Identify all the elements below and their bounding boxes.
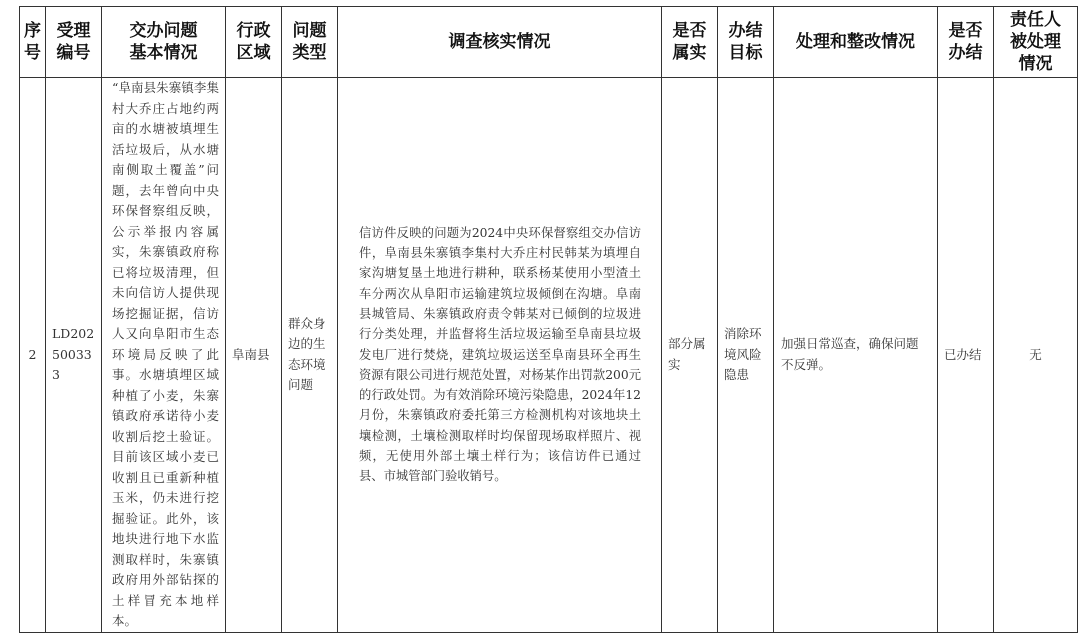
cell-is-done: 已办结 <box>938 78 994 633</box>
header-serial-no: 序 号 <box>20 7 46 78</box>
header-rectification: 处理和整改情况 <box>774 7 938 78</box>
cell-admin-region: 阜南县 <box>226 78 282 633</box>
table-row <box>20 78 1078 633</box>
cell-basic-situation: “阜南县朱寨镇李集村大乔庄占地约两亩的水塘被填埋生活垃圾后，从水塘南侧取土覆盖”问题，去年曾向中央环保督察组反映，公示举报内容属实，朱寨镇政府称已将垃圾清理，但未向信访人提供现场挖掘证据，信访人又向阜阳市生态环境局反映了此事。水塘填埋区域种植了小麦，朱寨镇政府承诺待小麦收割后挖土验证。目前该区域小麦已收割且已重新种植玉米，仍未进行挖掘验证。此外，该地块进行地下水监测取样时，朱寨镇政府用外部钻探的土样冒充本地样本。 <box>102 78 226 633</box>
header-goal: 办结 目标 <box>718 7 774 78</box>
report-table-container <box>19 6 1077 628</box>
header-responsible: 责任人 被处理 情况 <box>994 7 1078 78</box>
header-investigation: 调查核实情况 <box>338 7 662 78</box>
complaint-table <box>19 6 1078 633</box>
header-problem-type: 问题 类型 <box>282 7 338 78</box>
header-is-done: 是否 办结 <box>938 7 994 78</box>
cell-serial-no: 2 <box>20 78 46 633</box>
cell-investigation: 信访件反映的问题为2024中央环保督察组交办信访件，阜南县朱寨镇李集村大乔庄村民韩某为填埋自家沟塘复垦土地进行耕种，联系杨某使用小型渣土车分两次从阜阳市运输建筑垃圾倾倒在沟塘。阜南县城管局、朱寨镇政府责令韩某对已倾倒的垃圾进行分类处理，并监督将生活垃圾运输至阜南县垃圾发电厂进行焚烧，建筑垃圾运送至阜南县环全再生资源有限公司进行规范处置，对杨某作出罚款200元的行政处罚。为有效消除环境污染隐患，2024年12月份，朱寨镇政府委托第三方检测机构对该地块土壤检测，土壤检测取样时均保留现场取样照片、视频，无使用外部土壤土样行为；该信访件已通过县、市城管部门验收销号。 <box>338 78 662 633</box>
cell-rectification: 加强日常巡查，确保问题不反弹。 <box>774 78 938 633</box>
header-row <box>20 7 1078 78</box>
header-acceptance-id: 受理 编号 <box>46 7 102 78</box>
cell-problem-type: 群众身边的生态环境问题 <box>282 78 338 633</box>
cell-acceptance-id: LD20250033 3 <box>46 78 102 633</box>
header-is-true: 是否 属实 <box>662 7 718 78</box>
cell-is-true: 部分属实 <box>662 78 718 633</box>
cell-responsible: 无 <box>994 78 1078 633</box>
header-admin-region: 行政 区域 <box>226 7 282 78</box>
header-basic-situation: 交办问题 基本情况 <box>102 7 226 78</box>
cell-goal: 消除环境风险隐患 <box>718 78 774 633</box>
